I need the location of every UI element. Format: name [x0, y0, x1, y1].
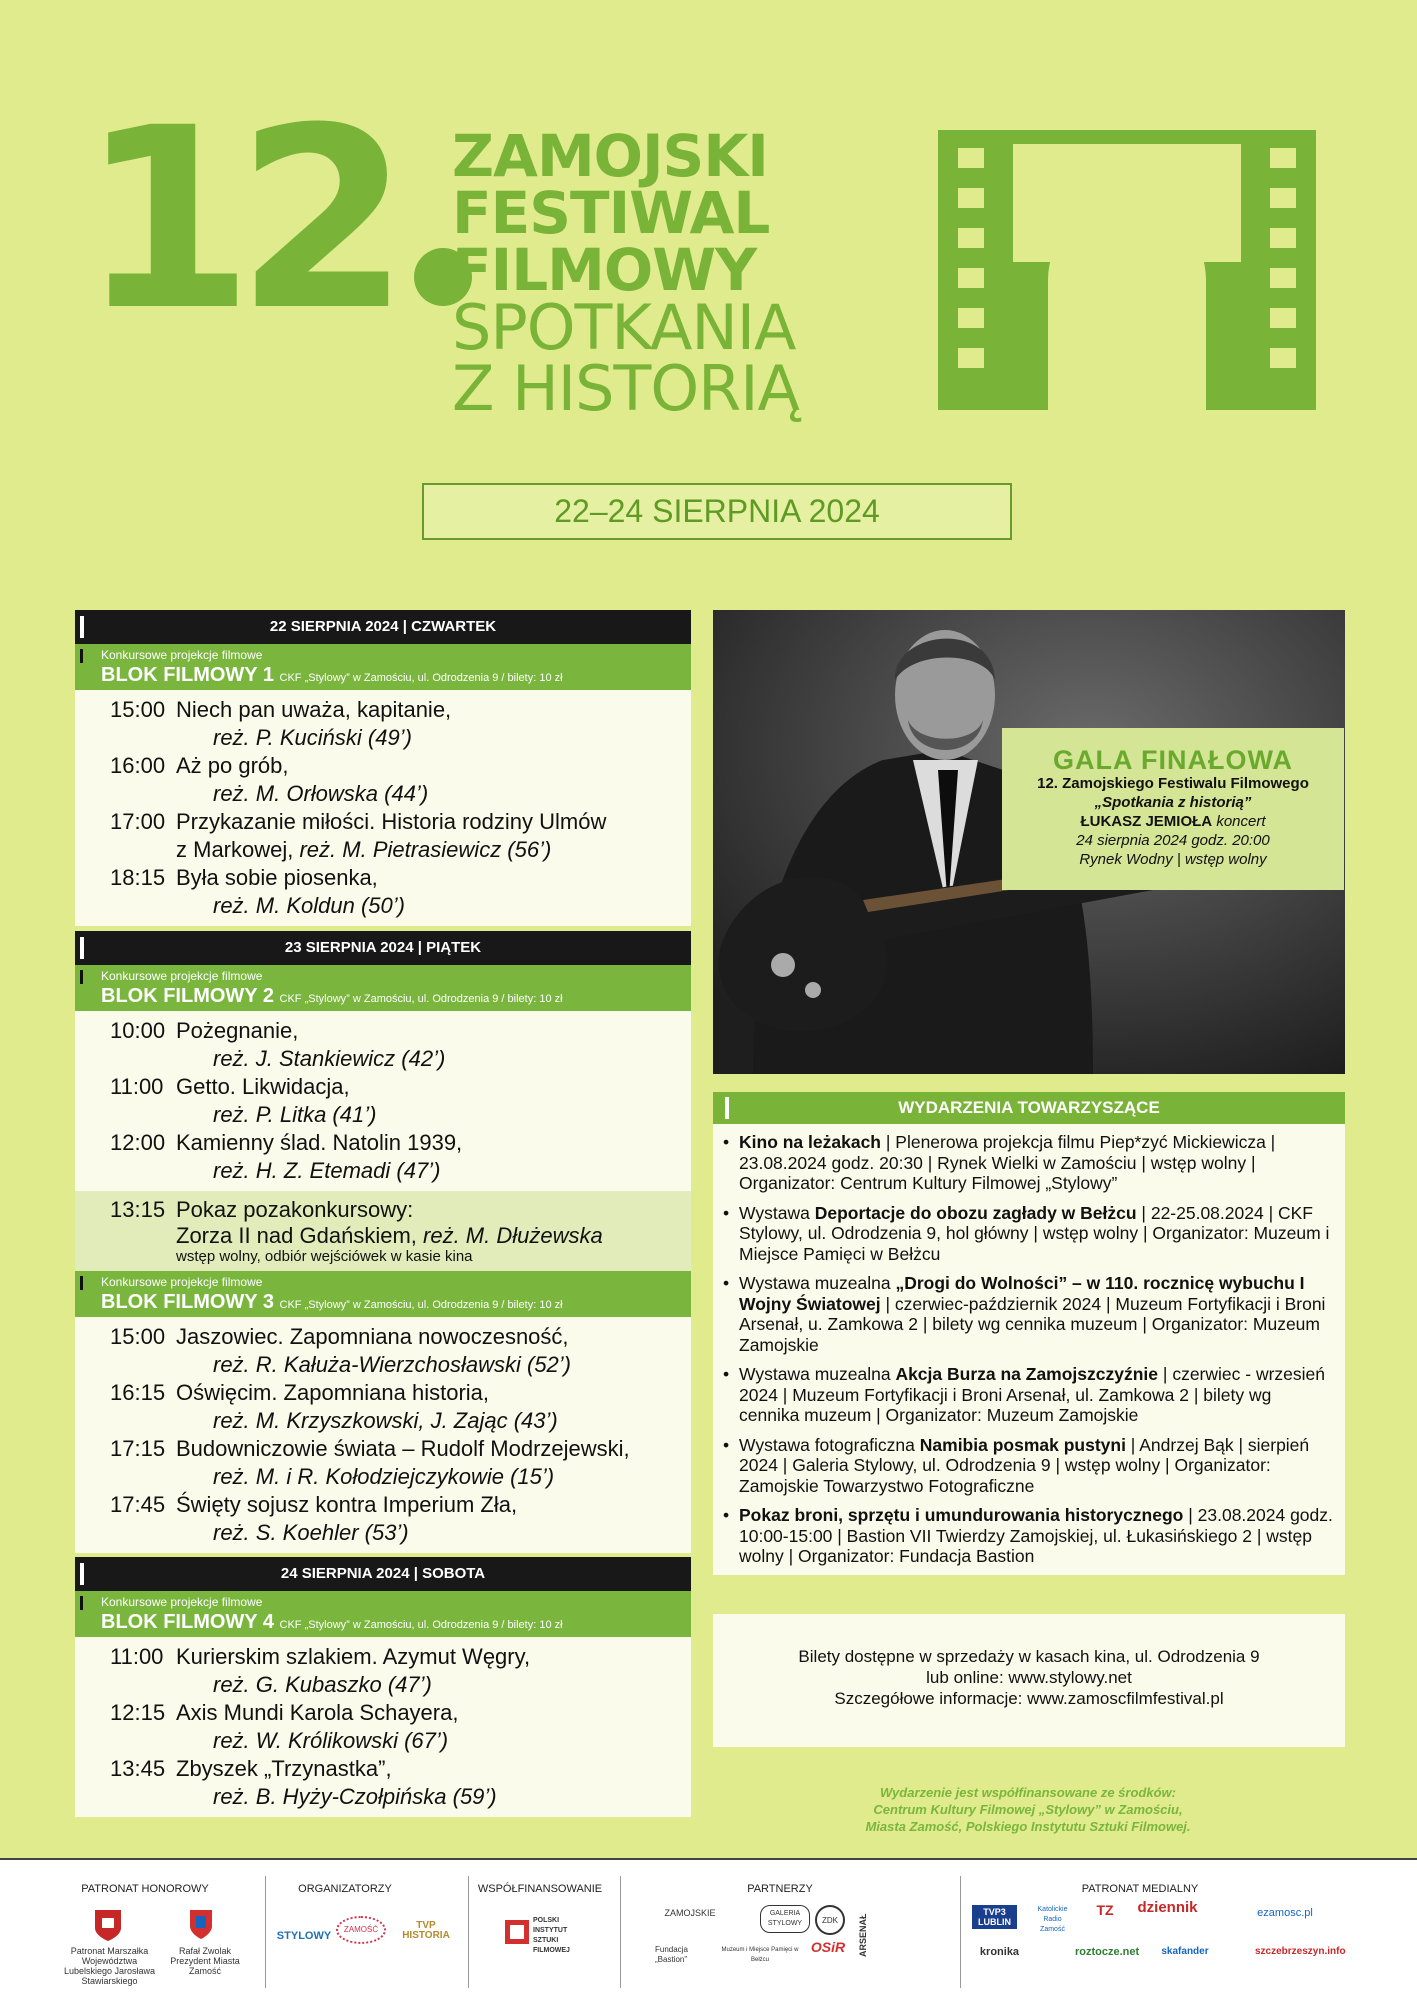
gala-place: Rynek Wodny | wstęp wolny — [1079, 851, 1267, 868]
film-entry: 16:15 Oświęcim. Zapomniana historia, — [110, 1380, 490, 1405]
footer-section-title: WSPÓŁFINANSOWANIE — [477, 1883, 603, 1895]
event-item: • Wystawa fotograficzna Namibia posmak pustyni | Andrzej Bąk | sierpień 2024 | Galeria Stylowy, ul. Odrodzenia 9 | wstęp wolny | Organizator: Zamojskie Towarzystwo Fotograficzne — [721, 1435, 1335, 1497]
pisf-icon — [505, 1920, 529, 1944]
gala-artist: ŁUKASZ JEMIOŁA koncert — [1080, 813, 1266, 830]
media-logo: kronika — [979, 1946, 1020, 1958]
cofinancing-line: Centrum Kultury Filmowej „Stylowy” w Zamościu, — [873, 1802, 1183, 1817]
film-entry: 11:00 Getto. Likwidacja, — [110, 1074, 350, 1099]
side-events-heading: WYDARZENIA TOWARZYSZĄCE — [713, 1092, 1345, 1124]
cofinancing-line: Wydarzenie jest współfinansowane ze środków: — [880, 1785, 1176, 1800]
side-events-list — [713, 1124, 1345, 1575]
zamosc-crest-icon — [188, 1908, 214, 1940]
media-logo: ezamosc.pl — [1257, 1907, 1313, 1919]
cofinancing-note — [808, 1784, 1248, 1835]
media-logo: TZ — [1096, 1902, 1114, 1918]
tickets-line: Bilety dostępne w sprzedaży w kasach kina, ul. Odrodzenia 9 — [798, 1647, 1260, 1666]
film-list: 10:00 Pożegnanie, reż. J. Stankiewicz (42’) 11:00 Getto. Likwidacja, reż. P. Litka (41’) 12:00 Kamienny ślad. Natolin 1939, reż. H. Z. Etemadi (47’) — [75, 1011, 691, 1191]
partner-logo: Muzeum i Miejsce Pamięci w Bełżcu — [721, 1947, 799, 1963]
film-entry: 10:00 Pożegnanie, — [110, 1018, 299, 1043]
media-logo: skafander — [1161, 1946, 1209, 1957]
tickets-line: lub online: www.stylowy.net — [926, 1668, 1132, 1687]
subtitle-line: SPOTKANIA — [452, 291, 796, 365]
media-logo: szczebrzeszyn.info — [1255, 1946, 1346, 1957]
film-entry: 13:45 Zbyszek „Trzynastka”, — [110, 1756, 392, 1781]
tvp-historia-logo: TVP HISTORIA — [402, 1920, 450, 1941]
event-item: • Pokaz broni, sprzętu i umundurowania historycznego | 23.08.2024 godz. 10:00-15:00 | Bastion VII Twierdzy Zamojskiej, ul. Łukasińskiego 2 | wstęp wolny | Organizator: Fundacja Bastion — [721, 1505, 1335, 1567]
day-heading: 24 SIERPNIA 2024 | SOBOTA — [75, 1557, 691, 1591]
title-line: FESTIWAL — [452, 178, 770, 247]
festival-dates: 22–24 SIERPNIA 2024 — [422, 483, 1012, 540]
footer-section-title: PATRONAT HONOROWY — [81, 1883, 209, 1895]
film-list: 11:00 Kurierskim szlakiem. Azymut Węgry, reż. G. Kubaszko (47’) 12:15 Axis Mundi Karola Schayera, reż. W. Królikowski (67’) 13:45 Zbyszek „Trzynastka”, reż. B. Hyży-Czołpińska (59’) — [75, 1637, 691, 1817]
film-entry: 17:15 Budowniczowie świata – Rudolf Modrzejewski, — [110, 1436, 630, 1461]
film-entry: 16:00 Aż po grób, — [110, 753, 289, 778]
honorary-patron-label: Patronat Marszałka Województwa Lubelskiego Jarosława Stawiarskiego — [63, 1946, 156, 1986]
special-screening: 13:15 Pokaz pozakonkursowy: Zorza II nad Gdańskiem, reż. M. Dłużewska wstęp wolny, odbiór wejściówek w kasie kina — [75, 1191, 691, 1271]
film-entry: 11:00 Kurierskim szlakiem. Azymut Węgry, — [110, 1644, 531, 1669]
voivodeship-crest-icon — [93, 1908, 123, 1942]
partner-logo: Fundacja „Bastion” — [655, 1945, 688, 1964]
schedule-column — [75, 610, 691, 1817]
tickets-info — [713, 1614, 1345, 1747]
cofinancing-line: Miasta Zamość, Polskiego Instytutu Sztuki Filmowej. — [865, 1819, 1191, 1834]
honorary-patron-label: Rafał Zwolak Prezydent Miasta Zamość — [170, 1946, 240, 1976]
media-logo: TVP3 LUBLIN — [972, 1905, 1017, 1929]
partner-logo: ZAMOJSKIE — [664, 1908, 716, 1918]
subtitle-line: Z HISTORIĄ — [452, 352, 799, 426]
gala-line: „Spotkania z historią” — [1094, 794, 1252, 811]
film-block-header: Konkursowe projekcje filmowe BLOK FILMOWY 4 CKF „Stylowy” w Zamościu, ul. Odrodzenia 9 / bilety: 10 zł — [75, 1591, 691, 1637]
event-item: • Wystawa muzealna „Drogi do Wolności” – w 110. rocznicę wybuchu I Wojny Światowej | czerwiec-październik 2024 | Muzeum Fortyfikacji i Broni Arsenał, u. Zamkowa 2 | bilety wg cennika muzeum | Organizator: Muzeum Zamojskie — [721, 1273, 1335, 1355]
film-entry: 17:00 Przykazanie miłości. Historia rodziny Ulmów — [110, 809, 607, 834]
title-line: FILMOWY — [452, 235, 757, 304]
footer-section-title: PARTNERZY — [747, 1883, 813, 1895]
day-heading: 22 SIERPNIA 2024 | CZWARTEK — [75, 610, 691, 644]
partner-logo: OSiR — [810, 1939, 846, 1955]
film-list: 15:00 Niech pan uważa, kapitanie, reż. P. Kuciński (49’) 16:00 Aż po grób, reż. M. Orłowska (44’) 17:00 Przykazanie miłości. Historia rodziny Ulmów z Markowej, reż. M. Pietrasiewicz (56’) 18:15 Była sobie piosenka, reż. M. Koldun (50’) — [75, 690, 691, 926]
title-line: ZAMOJSKI — [452, 122, 768, 190]
footer-separator — [620, 1876, 621, 1988]
partner-logo: ZDK — [815, 1905, 845, 1935]
zamosc-logo: ZAMOŚĆ — [336, 1916, 386, 1944]
stylowy-logo: STYLOWY — [276, 1930, 332, 1942]
media-logo: roztocze.net — [1075, 1946, 1140, 1958]
day-heading: 23 SIERPNIA 2024 | PIĄTEK — [75, 931, 691, 965]
film-block-header: Konkursowe projekcje filmowe BLOK FILMOWY 2 CKF „Stylowy” w Zamościu, ul. Odrodzenia 9 / bilety: 10 zł — [75, 965, 691, 1011]
edition-number: 12 — [80, 95, 472, 345]
event-item: • Wystawa muzealna Akcja Burza na Zamojszczyźnie | czerwiec - wrzesień 2024 | Muzeum Fortyfikacji i Broni Arsenał, ul. Zamkowa 2 | bilety wg cennika muzeum | Organizator: Muzeum Zamojskie — [721, 1364, 1335, 1426]
festival-title — [452, 122, 799, 426]
gala-time: 24 sierpnia 2024 godz. 20:00 — [1076, 832, 1270, 849]
gala-heading: GALA FINAŁOWA — [1053, 745, 1293, 775]
film-entry: 12:00 Kamienny ślad. Natolin 1939, — [110, 1130, 463, 1155]
partner-logo: ARSENAŁ — [858, 1913, 868, 1957]
film-entry: 15:00 Niech pan uważa, kapitanie, — [110, 697, 452, 722]
tickets-line: Szczegółowe informacje: www.zamoscfilmfestival.pl — [834, 1689, 1224, 1708]
film-strip-gate-icon — [938, 130, 1316, 410]
event-item: • Kino na leżakach | Plenerowa projekcja filmu Piep*zyć Mickiewicza | 23.08.2024 godz. 20:30 | Rynek Wielki w Zamościu | wstęp wolny | Organizator: Centrum Kultury Filmowej „Stylowy” — [721, 1132, 1335, 1194]
film-entry: 18:15 Była sobie piosenka, — [110, 865, 378, 890]
footer-section-title: PATRONAT MEDIALNY — [1081, 1883, 1199, 1895]
pisf-logo-text: POLSKI INSTYTUT SZTUKI FILMOWEJ — [533, 1917, 570, 1954]
partner-logo: GALERIA STYLOWY — [760, 1905, 810, 1933]
film-entry: 17:45 Święty sojusz kontra Imperium Zła, — [110, 1492, 518, 1517]
film-block-header: Konkursowe projekcje filmowe BLOK FILMOWY 3 CKF „Stylowy” w Zamościu, ul. Odrodzenia 9 / bilety: 10 zł — [75, 1271, 691, 1317]
footer-separator — [265, 1876, 266, 1988]
film-list: 15:00 Jaszowiec. Zapomniana nowoczesność, reż. R. Kałuża-Wierzchosławski (52’) 16:15 Oświęcim. Zapomniana historia, reż. M. Krzyszkowski, J. Zając (43’) 17:15 Budowniczowie świata – Rudolf Modrzejewski, reż. M. i R. Kołodziejczykowie (15’) 17:45 Święty sojusz kontra Imperium Zła, reż. S. Koehler (53’) — [75, 1317, 691, 1553]
film-entry: 12:15 Axis Mundi Karola Schayera, — [110, 1700, 459, 1725]
film-block-header: Konkursowe projekcje filmowe BLOK FILMOWY 1 CKF „Stylowy” w Zamościu, ul. Odrodzenia 9 / bilety: 10 zł — [75, 644, 691, 690]
media-logo: dziennik — [1137, 1899, 1198, 1916]
footer-separator — [468, 1876, 469, 1988]
gala-line: 12. Zamojskiego Festiwalu Filmowego — [1037, 775, 1309, 792]
gala-box — [1002, 728, 1344, 890]
event-item: • Wystawa Deportacje do obozu zagłady w Bełżcu | 22-25.08.2024 | CKF Stylowy, ul. Odrodzenia 9, hol główny | wstęp wolny | Organizator: Muzeum i Miejsce Pamięci w Bełżcu — [721, 1203, 1335, 1265]
side-events — [713, 1092, 1345, 1575]
footer-section-title: ORGANIZATORZY — [298, 1883, 392, 1895]
film-entry: 15:00 Jaszowiec. Zapomniana nowoczesność, — [110, 1324, 569, 1349]
footer-separator — [960, 1876, 961, 1988]
media-logo: Katolickie Radio Zamość — [1037, 1906, 1068, 1933]
